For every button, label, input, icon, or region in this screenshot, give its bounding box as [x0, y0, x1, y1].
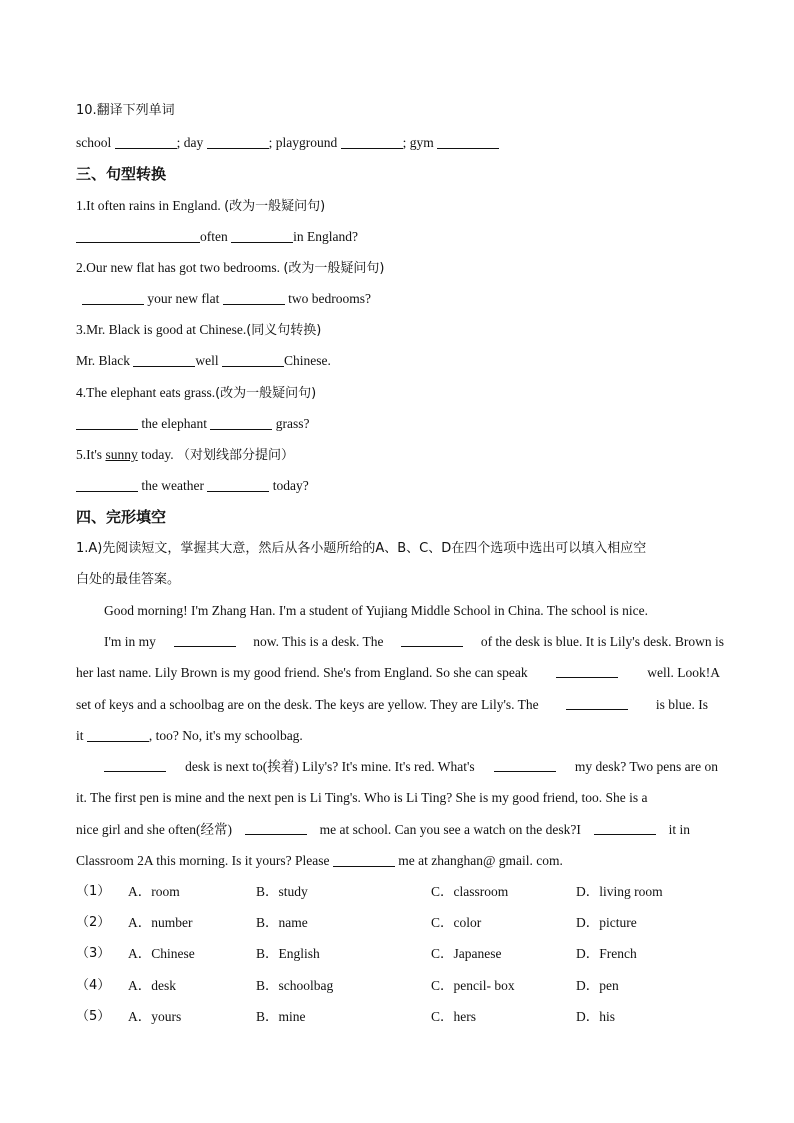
- s3-q1-prompt: [76, 196, 726, 217]
- answer-blank[interactable]: [115, 134, 177, 149]
- cloze-blank-3[interactable]: [556, 663, 618, 678]
- answer-blank[interactable]: [76, 415, 138, 430]
- s4-intro-line2: 白处的最佳答案。: [76, 572, 181, 587]
- s4-intro-line1: 1.A)先阅读短文，掌握其大意，然后从各小题所给的A、B、C、D在四个选项中选出可以填入相应空: [76, 541, 647, 556]
- option-d[interactable]: D．pen: [576, 978, 619, 993]
- cloze-blank-6[interactable]: [104, 757, 166, 772]
- option-b[interactable]: B．mine: [256, 1009, 306, 1024]
- option-d[interactable]: D．picture: [576, 915, 637, 930]
- passage-text: me at school. Can you see a watch on the desk?I: [319, 822, 581, 837]
- question-text: 3.Mr. Black is good at Chinese.: [76, 322, 247, 337]
- passage-text: it in: [668, 822, 690, 837]
- option-b[interactable]: B．name: [256, 915, 308, 930]
- passage-text: I'm in my: [104, 634, 156, 649]
- question-text: 2.Our new flat has got two bedrooms.: [76, 260, 280, 275]
- answer-text: Mr. Black: [76, 353, 130, 368]
- answer-blank[interactable]: [207, 134, 269, 149]
- answer-text: in England?: [293, 229, 358, 244]
- answer-blank[interactable]: [437, 134, 499, 149]
- passage-line: [76, 695, 708, 715]
- passage-text: of the desk is blue. It is Lily's desk. Brown is: [480, 634, 724, 649]
- option-number: （3）: [76, 946, 111, 961]
- passage-text: set of keys and a schoolbag are on the desk. The keys are yellow. They are Lily's. The: [76, 697, 539, 712]
- passage-text: nice girl and she often(经常): [76, 822, 232, 837]
- option-c[interactable]: C．hers: [431, 1009, 476, 1024]
- cloze-blank-2[interactable]: [401, 632, 463, 647]
- answer-text: grass?: [275, 416, 310, 431]
- passage-text: well. Look!A: [647, 665, 720, 680]
- passage-line: [104, 632, 724, 652]
- option-d[interactable]: D．living room: [576, 884, 663, 899]
- q10-words: [76, 133, 726, 153]
- question-note: （对划线部分提问）: [176, 448, 294, 463]
- passage-line: [76, 851, 726, 871]
- option-number: （2）: [76, 915, 111, 930]
- passage-text: , too? No, it's my schoolbag.: [148, 728, 303, 743]
- s3-q4-prompt: [76, 383, 726, 404]
- passage-line: [76, 663, 720, 683]
- answer-text: the weather: [141, 478, 204, 493]
- word-playground: ; playground: [268, 135, 338, 150]
- question-note: (改为一般疑问句): [224, 199, 326, 214]
- passage-line: Good morning! I'm Zhang Han. I'm a student of Yujiang Middle School in China. The school is nice.: [104, 603, 649, 618]
- passage-text: now. This is a desk. The: [253, 634, 384, 649]
- passage-text: desk is next to(挨着) Lily's? It's mine. It's red. What's: [185, 759, 475, 774]
- s3-q2-prompt: [76, 258, 726, 279]
- s3-q4-answer: [76, 414, 726, 434]
- answer-text: Chinese.: [284, 353, 331, 368]
- cloze-blank-5[interactable]: [87, 727, 149, 742]
- passage-text: is blue. Is: [655, 697, 708, 712]
- answer-blank[interactable]: [76, 477, 138, 492]
- cloze-blank-8[interactable]: [245, 820, 307, 835]
- question-note: (改为一般疑问句): [215, 386, 317, 401]
- cloze-blank-4[interactable]: [566, 695, 628, 710]
- answer-blank[interactable]: [76, 228, 200, 243]
- cloze-blank-10[interactable]: [333, 852, 395, 867]
- answer-text: often: [200, 229, 228, 244]
- s3-q5-answer: [76, 476, 726, 496]
- answer-text: today?: [272, 478, 309, 493]
- question-note: (改为一般疑问句): [283, 261, 385, 276]
- option-c[interactable]: C．Japanese: [431, 946, 502, 961]
- question-text: 1.It often rains in England.: [76, 198, 221, 213]
- passage-line: it. The first pen is mine and the next pen is Li Ting's. Who is Li Ting? She is my good friend, too. She is a: [76, 790, 648, 805]
- passage-line: [104, 757, 718, 777]
- option-c[interactable]: C．color: [431, 915, 482, 930]
- answer-text: the elephant: [141, 416, 207, 431]
- s3-q5-prompt: [76, 445, 726, 466]
- question-text: today.: [141, 447, 174, 462]
- question-note: (同义句转换): [246, 323, 322, 338]
- section3-heading: 三、句型转换: [76, 165, 167, 183]
- answer-blank[interactable]: [223, 290, 285, 305]
- q10-title: 10.翻译下列单词: [76, 103, 175, 118]
- question-text: 5.It's: [76, 447, 103, 462]
- passage-text: Classroom 2A this morning. Is it yours? Please: [76, 853, 330, 868]
- cloze-blank-1[interactable]: [174, 632, 236, 647]
- s3-q2-answer: [82, 289, 732, 309]
- option-a[interactable]: A．room: [128, 884, 180, 899]
- s3-q1-answer: [76, 227, 726, 247]
- cloze-blank-7[interactable]: [494, 757, 556, 772]
- underlined-word: sunny: [105, 447, 138, 462]
- option-b[interactable]: B．study: [256, 884, 308, 899]
- option-c[interactable]: C．pencil- box: [431, 978, 515, 993]
- answer-blank[interactable]: [207, 477, 269, 492]
- option-b[interactable]: B．schoolbag: [256, 978, 334, 993]
- answer-blank[interactable]: [133, 352, 195, 367]
- option-a[interactable]: A．yours: [128, 1009, 182, 1024]
- s3-q3-answer: [76, 351, 726, 371]
- answer-text: two bedrooms?: [288, 291, 371, 306]
- passage-text: my desk? Two pens are on: [574, 759, 718, 774]
- option-number: （1）: [76, 884, 111, 899]
- section4-heading: 四、完形填空: [76, 508, 167, 526]
- passage-line: [76, 726, 726, 746]
- word-day: ; day: [176, 135, 204, 150]
- passage-line: [76, 820, 690, 840]
- answer-text: your new flat: [147, 291, 220, 306]
- option-b[interactable]: B．English: [256, 946, 320, 961]
- option-c[interactable]: C．classroom: [431, 884, 509, 899]
- option-a[interactable]: A．Chinese: [128, 946, 195, 961]
- cloze-blank-9[interactable]: [594, 820, 656, 835]
- s3-q3-prompt: [76, 320, 726, 341]
- option-a[interactable]: A．number: [128, 915, 193, 930]
- option-number: （4）: [76, 978, 111, 993]
- answer-blank[interactable]: [231, 228, 293, 243]
- answer-text: well: [195, 353, 219, 368]
- option-number: （5）: [76, 1009, 111, 1024]
- question-text: 4.The elephant eats grass.: [76, 385, 216, 400]
- passage-text: me at zhanghan@ gmail. com.: [398, 853, 563, 868]
- option-d[interactable]: D．his: [576, 1009, 616, 1024]
- passage-text: it: [76, 728, 84, 743]
- answer-blank[interactable]: [210, 415, 272, 430]
- option-d[interactable]: D．French: [576, 946, 637, 961]
- word-gym: ; gym: [402, 135, 434, 150]
- word-school: school: [76, 135, 112, 150]
- passage-text: her last name. Lily Brown is my good friend. She's from England. So she can speak: [76, 665, 528, 680]
- answer-blank[interactable]: [341, 134, 403, 149]
- option-a[interactable]: A．desk: [128, 978, 176, 993]
- answer-blank[interactable]: [82, 290, 144, 305]
- answer-blank[interactable]: [222, 352, 284, 367]
